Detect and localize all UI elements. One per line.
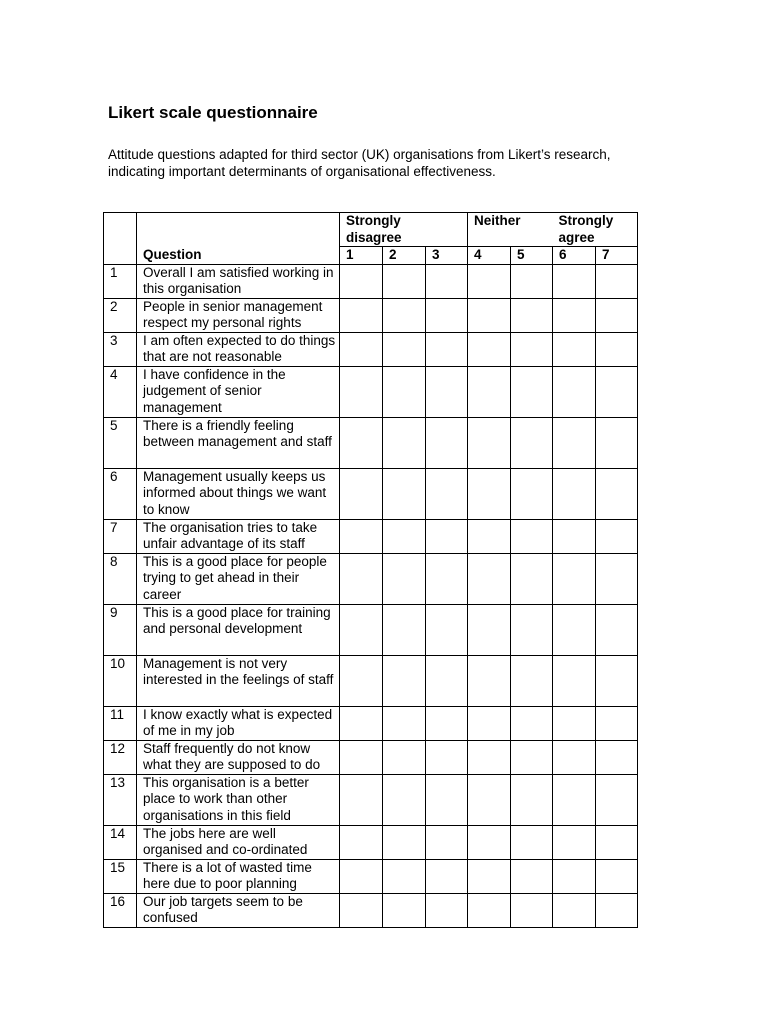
rating-cell-7[interactable] [596,519,638,553]
question-text: I am often expected to do things that are not reasonable [137,332,340,366]
header-blank-3 [426,213,468,247]
rating-cell-3[interactable] [426,774,468,825]
rating-cell-3[interactable] [426,332,468,366]
rating-cell-2[interactable] [383,825,426,859]
header-row-groups [104,213,638,247]
rating-cell-7[interactable] [596,417,638,468]
rating-cell-3[interactable] [426,655,468,706]
rating-cell-6[interactable] [553,740,596,774]
table-row [104,366,638,417]
rating-cell-6[interactable] [553,332,596,366]
table-row [104,706,638,740]
rating-cell-4[interactable] [468,553,511,604]
rating-cell-3[interactable] [426,366,468,417]
rating-cell-1[interactable] [340,519,383,553]
question-number: 9 [104,604,137,655]
rating-cell-6[interactable] [553,655,596,706]
rating-cell-3[interactable] [426,706,468,740]
rating-cell-4[interactable] [468,774,511,825]
rating-cell-2[interactable] [383,655,426,706]
rating-cell-4[interactable] [468,519,511,553]
rating-cell-6[interactable] [553,893,596,927]
table-row [104,859,638,893]
rating-cell-2[interactable] [383,893,426,927]
question-text: I know exactly what is expected of me in my job [137,706,340,740]
header-neither: Neither [468,213,553,247]
rating-cell-5[interactable] [511,519,553,553]
question-number: 6 [104,468,137,519]
question-number: 14 [104,825,137,859]
question-text: Overall I am satisfied working in this organisation [137,264,340,298]
question-number: 12 [104,740,137,774]
rating-cell-7[interactable] [596,893,638,927]
rating-cell-6[interactable] [553,298,596,332]
rating-cell-4[interactable] [468,740,511,774]
rating-cell-5[interactable] [511,706,553,740]
header-row-scale [104,247,638,265]
table-row [104,519,638,553]
rating-cell-4[interactable] [468,332,511,366]
rating-cell-6[interactable] [553,519,596,553]
question-text: There is a lot of wasted time here due to poor planning [137,859,340,893]
table-row [104,553,638,604]
header-num-cell-bottom [104,247,137,265]
rating-cell-5[interactable] [511,468,553,519]
rating-cell-7[interactable] [596,740,638,774]
table-row [104,298,638,332]
rating-cell-5[interactable] [511,893,553,927]
rating-cell-4[interactable] [468,298,511,332]
table-row [104,468,638,519]
rating-cell-5[interactable] [511,332,553,366]
rating-cell-5[interactable] [511,417,553,468]
rating-cell-6[interactable] [553,859,596,893]
header-question: Question [137,247,340,265]
scale-label-7: 7 [596,247,638,265]
rating-cell-7[interactable] [596,332,638,366]
rating-cell-6[interactable] [553,706,596,740]
question-text: The organisation tries to take unfair advantage of its staff [137,519,340,553]
question-text: This is a good place for training and personal development [137,604,340,655]
rating-cell-1[interactable] [340,825,383,859]
rating-cell-2[interactable] [383,740,426,774]
rating-cell-1[interactable] [340,468,383,519]
header-question-cell-top [137,213,340,247]
rating-cell-2[interactable] [383,332,426,366]
table-row [104,825,638,859]
rating-cell-5[interactable] [511,655,553,706]
rating-cell-4[interactable] [468,366,511,417]
rating-cell-4[interactable] [468,706,511,740]
question-text: Our job targets seem to be confused [137,893,340,927]
question-number: 16 [104,893,137,927]
rating-cell-6[interactable] [553,468,596,519]
rating-cell-4[interactable] [468,859,511,893]
question-number: 7 [104,519,137,553]
rating-cell-2[interactable] [383,604,426,655]
scale-label-3: 3 [426,247,468,265]
rating-cell-7[interactable] [596,655,638,706]
rating-cell-3[interactable] [426,298,468,332]
rating-cell-6[interactable] [553,774,596,825]
rating-cell-7[interactable] [596,468,638,519]
rating-cell-2[interactable] [383,468,426,519]
question-text: Management is not very interested in the feelings of staff [137,655,340,706]
intro-line-1: Attitude questions adapted for third sector (UK) organisations from Likert’s research, [108,147,611,162]
rating-cell-1[interactable] [340,655,383,706]
table-row [104,740,638,774]
table-row [104,774,638,825]
question-number: 11 [104,706,137,740]
rating-cell-1[interactable] [340,774,383,825]
rating-cell-1[interactable] [340,332,383,366]
rating-cell-7[interactable] [596,264,638,298]
question-text: People in senior management respect my personal rights [137,298,340,332]
rating-cell-3[interactable] [426,468,468,519]
rating-cell-1[interactable] [340,553,383,604]
question-text: This organisation is a better place to work than other organisations in this field [137,774,340,825]
rating-cell-6[interactable] [553,366,596,417]
question-text: I have confidence in the judgement of senior management [137,366,340,417]
rating-cell-7[interactable] [596,366,638,417]
header-num-cell [104,213,137,247]
rating-cell-2[interactable] [383,774,426,825]
scale-label-6: 6 [553,247,596,265]
rating-cell-6[interactable] [553,553,596,604]
rating-cell-5[interactable] [511,298,553,332]
rating-cell-2[interactable] [383,706,426,740]
rating-cell-1[interactable] [340,298,383,332]
rating-cell-7[interactable] [596,298,638,332]
table-row [104,655,638,706]
rating-cell-2[interactable] [383,298,426,332]
scale-label-4: 4 [468,247,511,265]
rating-cell-3[interactable] [426,264,468,298]
rating-cell-4[interactable] [468,893,511,927]
question-number: 8 [104,553,137,604]
scale-label-1: 1 [340,247,383,265]
rating-cell-3[interactable] [426,893,468,927]
rating-cell-1[interactable] [340,706,383,740]
rating-cell-4[interactable] [468,655,511,706]
rating-cell-4[interactable] [468,264,511,298]
question-text: The jobs here are well organised and co-ordinated [137,825,340,859]
question-number: 1 [104,264,137,298]
rating-cell-1[interactable] [340,366,383,417]
question-text: This is a good place for people trying to get ahead in their career [137,553,340,604]
page-title: Likert scale questionnaire [108,103,318,122]
rating-cell-5[interactable] [511,859,553,893]
rating-cell-2[interactable] [383,264,426,298]
rating-cell-2[interactable] [383,417,426,468]
question-number: 5 [104,417,137,468]
rating-cell-2[interactable] [383,366,426,417]
rating-cell-7[interactable] [596,706,638,740]
intro-paragraph [108,146,668,180]
scale-label-5: 5 [511,247,553,265]
intro-line-2: indicating important determinants of organisational effectiveness. [108,164,496,179]
question-text: Staff frequently do not know what they are supposed to do [137,740,340,774]
table-row [104,893,638,927]
rating-cell-1[interactable] [340,893,383,927]
rating-cell-1[interactable] [340,740,383,774]
scale-label-2: 2 [383,247,426,265]
rating-cell-3[interactable] [426,604,468,655]
rating-cell-7[interactable] [596,859,638,893]
table-row [104,264,638,298]
header-strongly-agree: Strongly agree [553,213,638,247]
rating-cell-3[interactable] [426,553,468,604]
rating-cell-4[interactable] [468,604,511,655]
rating-cell-7[interactable] [596,553,638,604]
rating-cell-2[interactable] [383,859,426,893]
question-number: 13 [104,774,137,825]
rating-cell-5[interactable] [511,604,553,655]
table-row [104,604,638,655]
rating-cell-5[interactable] [511,774,553,825]
rating-cell-2[interactable] [383,553,426,604]
rating-cell-6[interactable] [553,264,596,298]
rating-cell-1[interactable] [340,264,383,298]
rating-cell-7[interactable] [596,825,638,859]
rating-cell-3[interactable] [426,417,468,468]
header-strongly-disagree: Strongly disagree [340,213,426,247]
table-row [104,332,638,366]
rating-cell-5[interactable] [511,740,553,774]
rating-cell-5[interactable] [511,264,553,298]
rating-cell-7[interactable] [596,774,638,825]
rating-cell-6[interactable] [553,417,596,468]
rating-cell-1[interactable] [340,859,383,893]
rating-cell-4[interactable] [468,468,511,519]
question-number: 2 [104,298,137,332]
rating-cell-3[interactable] [426,740,468,774]
question-text: Management usually keeps us informed about things we want to know [137,468,340,519]
rating-cell-3[interactable] [426,519,468,553]
question-text: There is a friendly feeling between management and staff [137,417,340,468]
rating-cell-3[interactable] [426,859,468,893]
question-number: 3 [104,332,137,366]
rating-cell-2[interactable] [383,519,426,553]
rating-cell-5[interactable] [511,553,553,604]
rating-cell-5[interactable] [511,366,553,417]
likert-table [103,212,638,928]
rating-cell-6[interactable] [553,825,596,859]
question-number: 4 [104,366,137,417]
rating-cell-4[interactable] [468,417,511,468]
rating-cell-6[interactable] [553,604,596,655]
rating-cell-1[interactable] [340,417,383,468]
rating-cell-7[interactable] [596,604,638,655]
question-number: 15 [104,859,137,893]
rating-cell-3[interactable] [426,825,468,859]
rating-cell-5[interactable] [511,825,553,859]
question-number: 10 [104,655,137,706]
rating-cell-1[interactable] [340,604,383,655]
table-row [104,417,638,468]
rating-cell-4[interactable] [468,825,511,859]
